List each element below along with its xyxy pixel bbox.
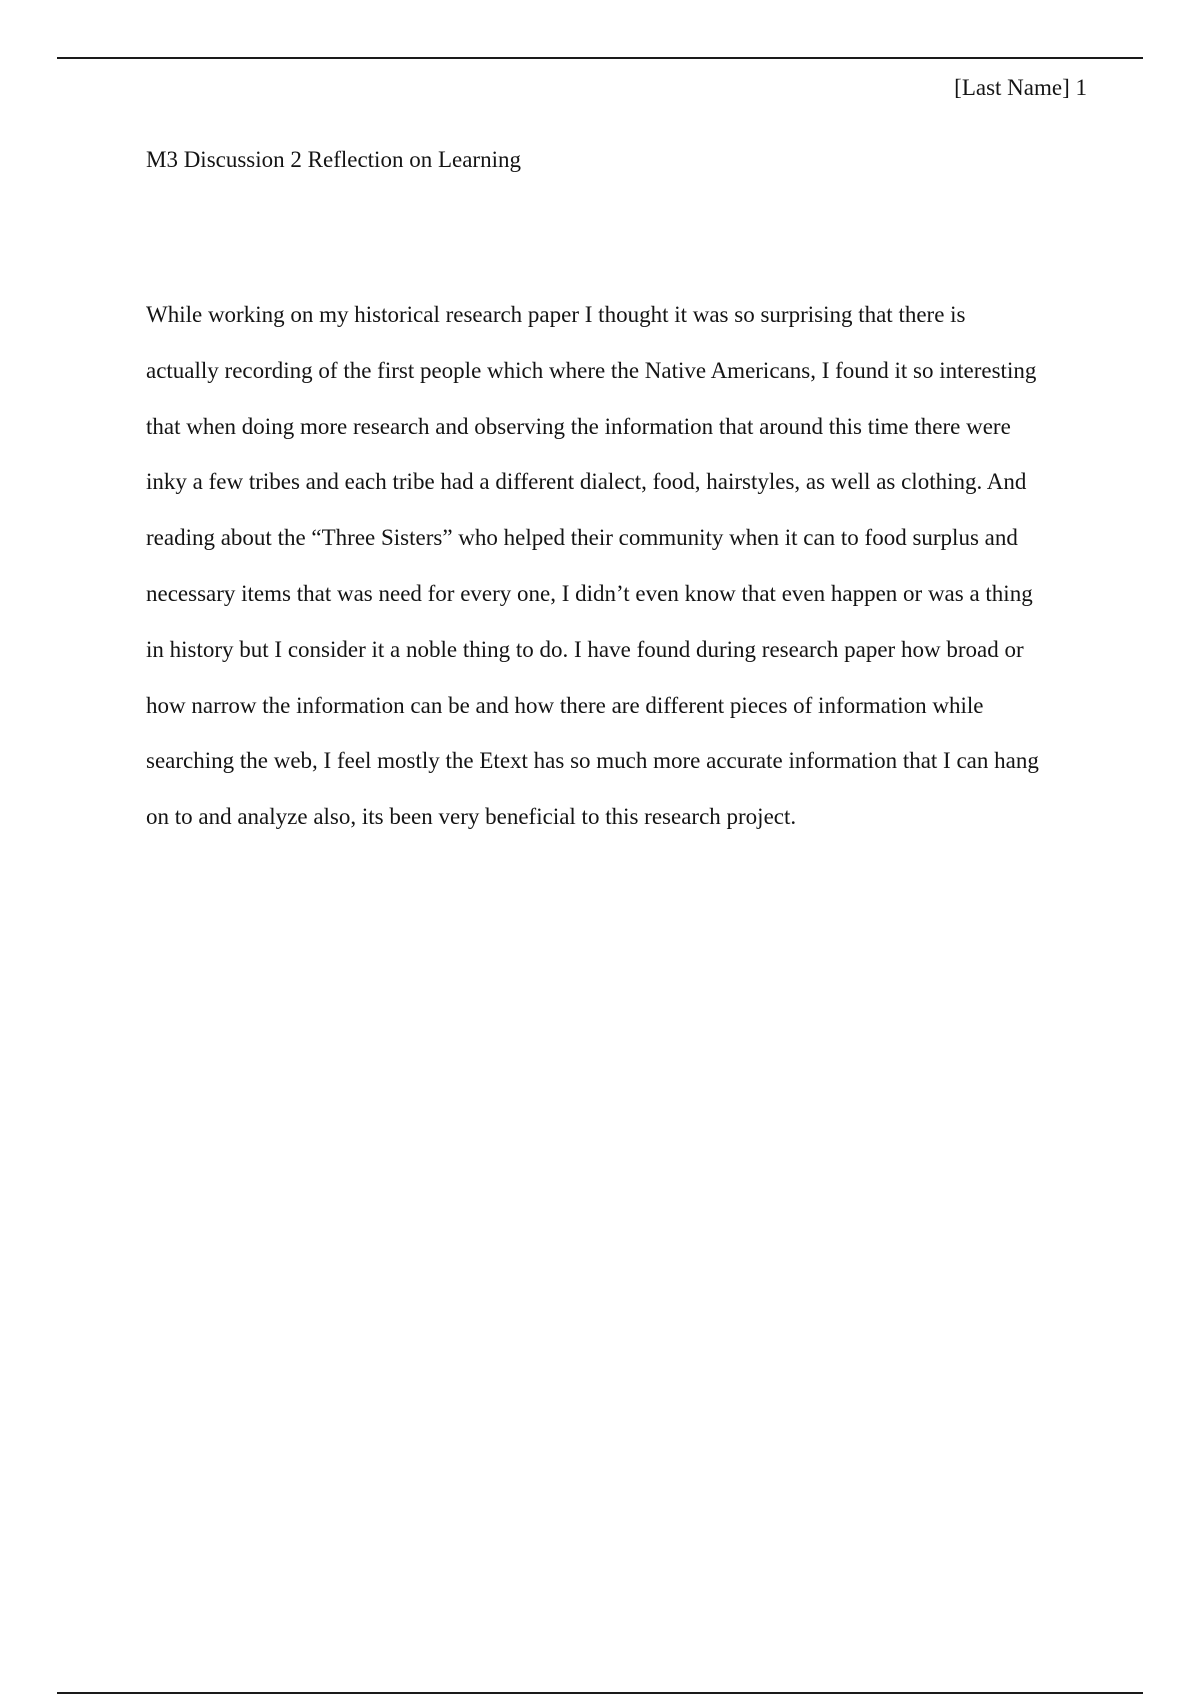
paragraph-line: While working on my historical research paper I thought it was so surprising that there is — [146, 302, 966, 327]
body-paragraph — [146, 301, 1096, 859]
paragraph-line: reading about the “Three Sisters” who helped their community when it can to food surplus and — [146, 525, 1018, 551]
paragraph-line: actually recording of the first people which where the Native Americans, I found it so interesting — [146, 357, 1037, 383]
paragraph-line: searching the web, I feel mostly the Etext has so much more accurate information that I can hang — [146, 748, 1039, 774]
paragraph-line: that when doing more research and observing the information that around this time there were — [146, 413, 1011, 439]
document-title: M3 Discussion 2 Reflection on Learning — [146, 147, 521, 172]
paragraph-line: necessary items that was need for every one, I didn’t even know that even happen or was a thing — [146, 580, 1033, 606]
running-head: [Last Name] 1 — [954, 75, 1087, 100]
paragraph-line: how narrow the information can be and how there are different pieces of information while — [146, 692, 984, 718]
paragraph-line: in history but I consider it a noble thing to do. I have found during research paper how broad or — [146, 636, 1024, 662]
page-top-rule — [57, 57, 1143, 59]
paragraph-line: on to and analyze also, its been very beneficial to this research project. — [146, 804, 797, 830]
page-bottom-rule — [57, 1692, 1143, 1694]
paragraph-line: inky a few tribes and each tribe had a different dialect, food, hairstyles, as well as clothing. And — [146, 469, 1027, 495]
